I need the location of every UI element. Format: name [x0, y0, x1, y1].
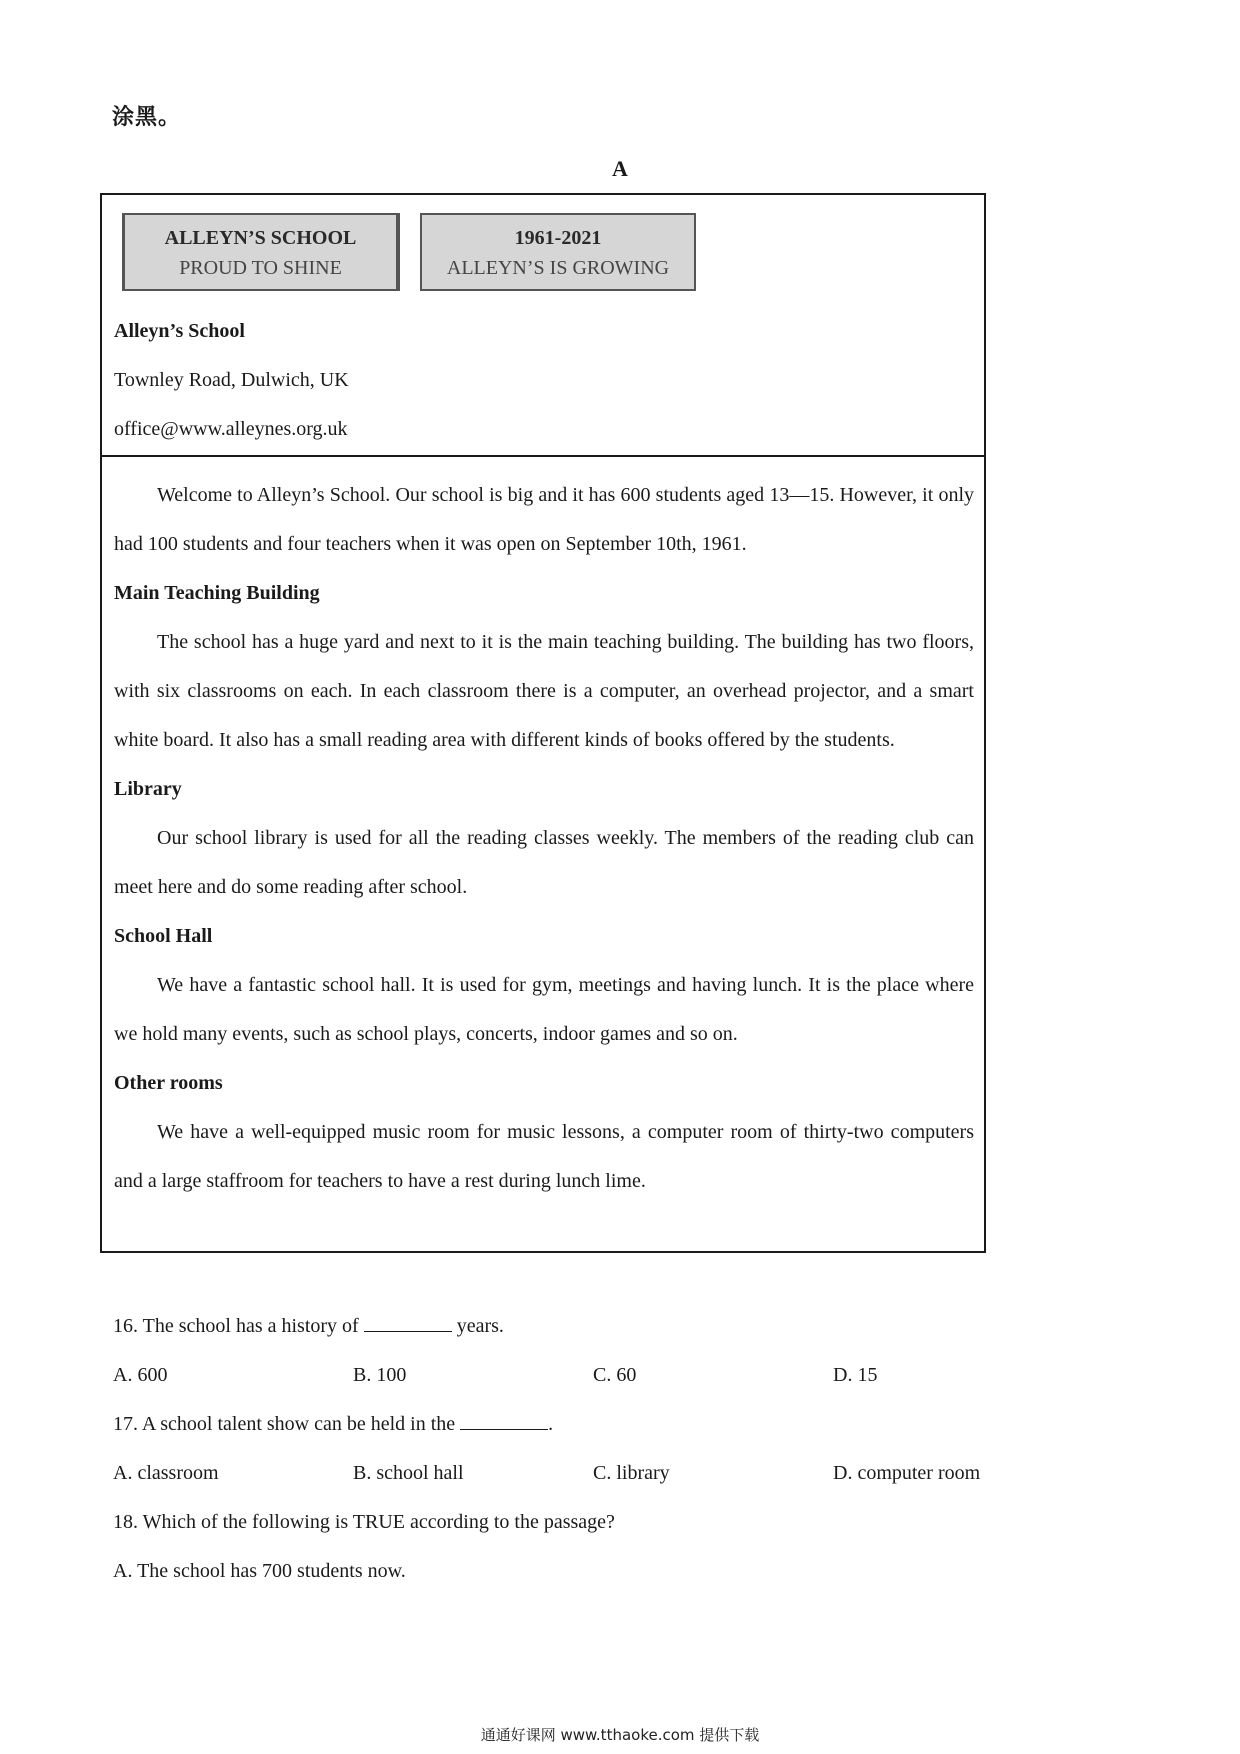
- intro-paragraph: Welcome to Alleyn’s School. Our school is big and it has 600 students aged 13—15. However, it only had 100 students and four teachers when it was open on September 10th, 1961.: [114, 484, 974, 555]
- banner-line: ALLEYN’S IS GROWING: [446, 257, 670, 279]
- school-contact-info: [114, 307, 349, 454]
- section-paragraph: The school has a huge yard and next to it is the main teaching building. The building has two floors, with six classrooms on each. In each classroom there is a computer, an overhead projector, and a smart white board. It also has a small reading area with different kinds of books offered by the students.: [114, 631, 974, 751]
- question-stem: 18. Which of the following is TRUE according to the passage?: [113, 1511, 615, 1533]
- section-heading: School Hall: [114, 925, 213, 947]
- school-name: Alleyn’s School: [114, 320, 245, 342]
- answer-blank: [364, 1313, 452, 1332]
- answer-option[interactable]: A. 600: [113, 1364, 168, 1386]
- banner-line: 1961-2021: [514, 227, 602, 249]
- school-email: office@www.alleynes.org.uk: [114, 418, 348, 440]
- school-address: Townley Road, Dulwich, UK: [114, 369, 349, 391]
- question-text: 16. The school has a history of: [113, 1315, 364, 1337]
- option-row: [113, 1351, 1073, 1400]
- question-list: [113, 1302, 1073, 1596]
- section-paragraph: We have a well-equipped music room for music lessons, a computer room of thirty-two computers and a large staffroom for teachers to have a rest during lunch lime.: [114, 1121, 974, 1192]
- footer-watermark: 通通好课网 www.tthaoke.com 提供下载: [480, 1726, 760, 1744]
- answer-option[interactable]: C. library: [593, 1462, 670, 1484]
- anniversary-banner: [420, 213, 696, 291]
- section-paragraph: Our school library is used for all the reading classes weekly. The members of the reading club can meet here and do some reading after school.: [114, 827, 974, 898]
- school-advertisement: [100, 193, 986, 1253]
- section-heading: Other rooms: [114, 1072, 223, 1094]
- answer-blank: [460, 1411, 548, 1430]
- answer-option[interactable]: A. The school has 700 students now.: [113, 1560, 406, 1582]
- question-text: years.: [451, 1315, 504, 1337]
- question-stem: [113, 1400, 1073, 1449]
- section-paragraph: We have a fantastic school hall. It is used for gym, meetings and having lunch. It is the place where we hold many events, such as school plays, concerts, indoor games and so on.: [114, 974, 974, 1045]
- question-stem: [113, 1302, 1073, 1351]
- ad-header: [102, 195, 984, 457]
- answer-option[interactable]: D. computer room: [833, 1462, 981, 1484]
- top-text-fragment: 涂黑。: [112, 105, 182, 130]
- section-heading: Library: [114, 778, 182, 800]
- banner-line: PROUD TO SHINE: [179, 257, 342, 279]
- option-row: [113, 1449, 1073, 1498]
- question-text: .: [548, 1413, 554, 1435]
- answer-option[interactable]: B. 100: [353, 1364, 407, 1386]
- ad-body: [102, 457, 984, 1206]
- answer-option[interactable]: C. 60: [593, 1364, 637, 1386]
- question-text: 17. A school talent show can be held in the: [113, 1413, 461, 1435]
- answer-option[interactable]: A. classroom: [113, 1462, 219, 1484]
- banner-line: ALLEYN’S SCHOOL: [164, 227, 357, 249]
- section-heading: Main Teaching Building: [114, 582, 320, 604]
- section-letter: A: [612, 156, 628, 181]
- motto-banner: [122, 213, 400, 291]
- answer-option[interactable]: D. 15: [833, 1364, 878, 1386]
- answer-option[interactable]: B. school hall: [353, 1462, 464, 1484]
